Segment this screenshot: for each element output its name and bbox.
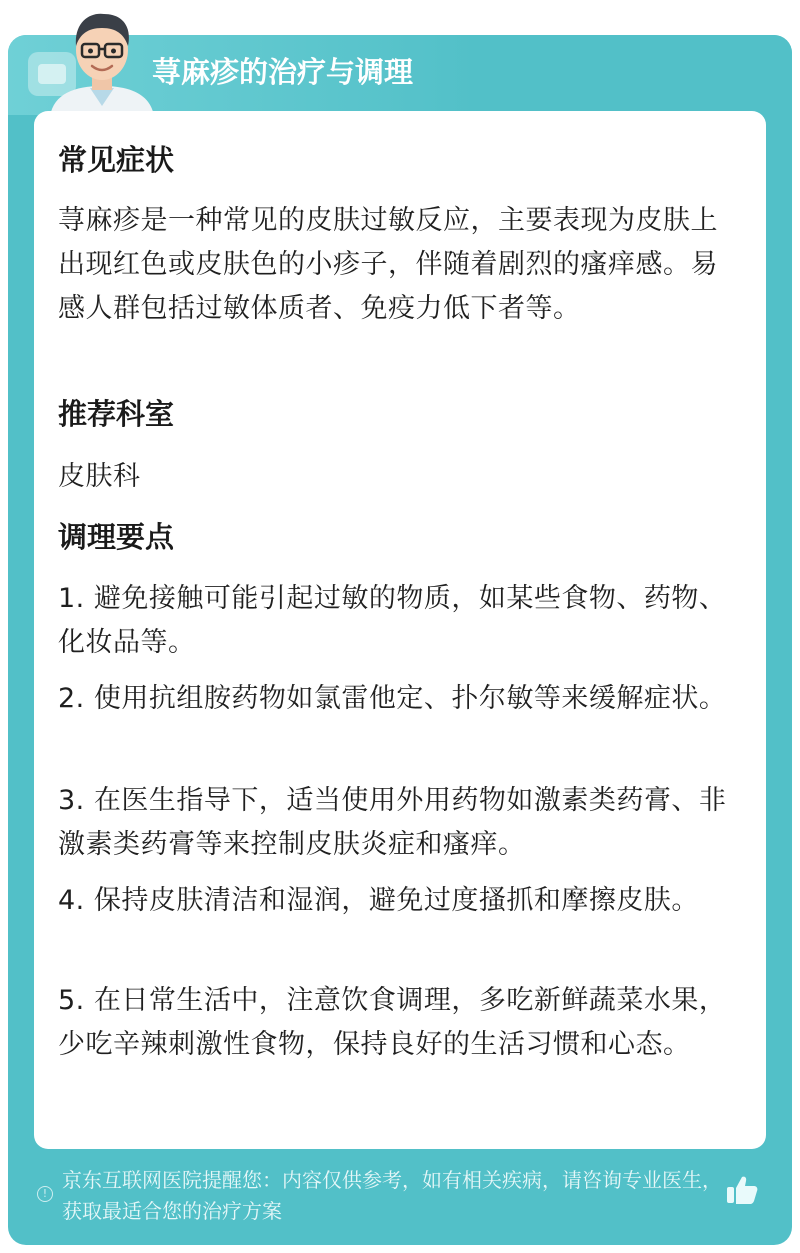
symptoms-heading: 常见症状 [58,143,175,177]
care-heading: 调理要点 [58,520,175,554]
department-heading: 推荐科室 [58,397,175,431]
care-item-4: 4. 保持皮肤清洁和湿润，避免过度搔抓和摩擦皮肤。 [58,885,699,916]
symptoms-text: 荨麻疹是一种常见的皮肤过敏反应，主要表现为皮肤上出现红色或皮肤色的小疹子，伴随着剧烈的瘙痒感。易感人群包括过敏体质者、免疫力低下者等。 [58,205,718,324]
care-item-2: 2. 使用抗组胺药物如氯雷他定、扑尔敏等来缓解症状。 [58,683,727,714]
care-item-3: 3. 在医生指导下，适当使用外用药物如激素类药膏、非激素类药膏等来控制皮肤炎症和瘙痒。 [58,785,727,860]
care-item-1: 1. 避免接触可能引起过敏的物质，如某些食物、药物、化妆品等。 [58,583,727,658]
disclaimer-text: 京东互联网医院提醒您：内容仅供参考，如有相关疾病，请咨询专业医生，获取最适合您的治疗方案 [62,1168,722,1223]
doctor-avatar-icon [46,6,158,116]
page-title: 荨麻疹的治疗与调理 [152,55,414,89]
thumbs-up-icon[interactable] [724,1172,760,1208]
department-text: 皮肤科 [58,461,141,492]
care-item-5: 5. 在日常生活中，注意饮食调理，多吃新鲜蔬菜水果，少吃辛辣刺激性食物，保持良好的生活习惯和心态。 [58,985,727,1060]
info-icon: ! [37,1186,53,1202]
